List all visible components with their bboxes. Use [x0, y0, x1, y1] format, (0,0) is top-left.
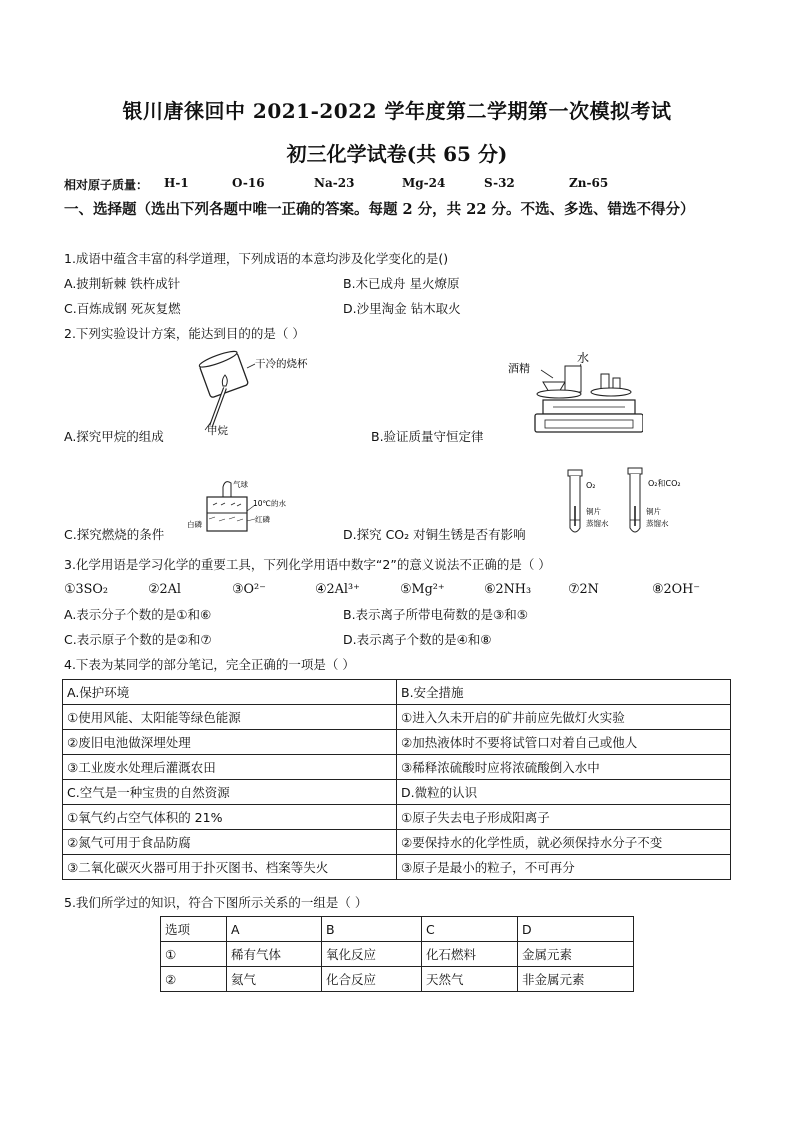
q5-cell: 稀有气体 [227, 942, 322, 967]
q4-row [63, 805, 731, 830]
q2-option-d: D.探究 CO₂ 对铜生锈是否有影响 [343, 527, 526, 542]
q2-option-b: B.验证质量守恒定律 [371, 429, 484, 444]
q4-cell: ②废旧电池做深埋处理 [63, 730, 397, 755]
q4-row [63, 705, 731, 730]
q5-cell: ① [161, 942, 227, 967]
q5-cell: 化石燃料 [422, 942, 518, 967]
q5-table [160, 916, 634, 992]
q4-row [63, 830, 731, 855]
q4-row [63, 780, 731, 805]
q5-row [161, 967, 634, 992]
stopper-icon [628, 468, 642, 474]
q4-cell: ①原子失去电子形成阳离子 [397, 805, 731, 830]
q2-figure-a [195, 350, 335, 440]
atomic-mass-zn: Zn-65 [569, 176, 609, 190]
q5-cell: ② [161, 967, 227, 992]
q4-cell: ③工业废水处理后灌溉农田 [63, 755, 397, 780]
q3-option-a: A.表示分子个数的是①和⑥ [64, 607, 212, 622]
q5-cell: 氧化反应 [322, 942, 422, 967]
q2-figure-d [560, 466, 700, 540]
balloon-icon [223, 482, 231, 497]
q4-row [63, 680, 731, 705]
fig-a-gas-label: 甲烷 [207, 425, 228, 437]
q4-row [63, 755, 731, 780]
q4-cell: ①氧气约占空气体积的 21% [63, 805, 397, 830]
q4-cell: ③二氧化碳灭火器可用于扑灭图书、档案等失火 [63, 855, 397, 880]
fig-a-beaker-label: 干冷的烧杯 [255, 358, 308, 370]
q5-cell: 金属元素 [518, 942, 634, 967]
q2-figure-c [185, 475, 295, 537]
q1-option-b: B.木已成舟 星火燎原 [343, 276, 460, 291]
q3-symbol-2: ②2Al [148, 582, 181, 597]
q3-symbol-7: ⑦2N [568, 582, 599, 597]
fig-c-water-label: 10℃的水 [253, 499, 286, 508]
fig-d-water1-label: 蒸馏水 [586, 519, 609, 528]
flask-icon [565, 366, 581, 392]
q4-cell: ①使用风能、太阳能等绿色能源 [63, 705, 397, 730]
q4-cell: B.安全措施 [397, 680, 731, 705]
exam-title: 银川唐徕回中 2021-2022 学年度第二学期第一次模拟考试 [122, 99, 672, 123]
q1-option-d: D.沙里淘金 钻木取火 [343, 301, 461, 316]
q3-symbol-4: ④2Al³⁺ [315, 582, 360, 597]
fig-c-red-p-label: 红磷 [255, 515, 270, 524]
q3-symbol-8: ⑧2OH⁻ [652, 582, 701, 597]
q5-cell: B [322, 917, 422, 942]
q4-cell: C.空气是一种宝贵的自然资源 [63, 780, 397, 805]
q4-cell: ②要保持水的化学性质，就必须保持水分子不变 [397, 830, 731, 855]
q4-row [63, 730, 731, 755]
q2-stem: 2.下列实验设计方案，能达到目的的是（ ） [64, 326, 305, 341]
atomic-mass-na: Na-23 [314, 176, 355, 190]
q5-cell: 选项 [161, 917, 227, 942]
q4-table [62, 679, 731, 880]
q3-symbol-3: ③O²⁻ [232, 582, 266, 597]
pan-right-icon [591, 388, 631, 396]
q3-symbol-6: ⑥2NH₃ [484, 582, 532, 597]
q5-cell: A [227, 917, 322, 942]
q4-cell: ①进入久未开启的矿井前应先做灯火实验 [397, 705, 731, 730]
q4-cell: ②氮气可用于食品防腐 [63, 830, 397, 855]
fig-b-water-label: 水 [577, 351, 590, 365]
q2-figure-b [503, 348, 643, 440]
q5-cell: 非金属元素 [518, 967, 634, 992]
q1-option-a: A.披荆斩棘 铁杵成针 [64, 276, 181, 291]
q3-symbol-5: ⑤Mg²⁺ [400, 582, 445, 597]
atomic-mass-o: O-16 [232, 176, 265, 190]
q5-cell: 化合反应 [322, 967, 422, 992]
fig-d-water2-label: 蒸馏水 [646, 519, 669, 528]
q4-row [63, 855, 731, 880]
q4-stem: 4.下表为某同学的部分笔记，完全正确的一项是（ ） [64, 657, 355, 672]
q3-symbol-1: ①3SO₂ [64, 582, 109, 597]
q5-cell: 天然气 [422, 967, 518, 992]
atomic-mass-h: H-1 [164, 176, 189, 190]
fig-c-balloon-label: 气球 [233, 480, 248, 489]
q4-cell: ③原子是最小的粒子，不可再分 [397, 855, 731, 880]
q5-row [161, 942, 634, 967]
q4-cell: ③稀释浓硫酸时应将浓硫酸倒入水中 [397, 755, 731, 780]
q5-cell: 氦气 [227, 967, 322, 992]
fig-d-copper1-label: 铜片 [586, 507, 601, 516]
beaker-icon [207, 497, 247, 531]
atomic-mass-s: S-32 [484, 176, 515, 190]
q5-cell: C [422, 917, 518, 942]
atomic-mass-mg: Mg-24 [402, 176, 446, 190]
fig-d-tube1-label: O₂ [586, 481, 596, 490]
q4-cell: A.保护环境 [63, 680, 397, 705]
pan-left-icon [537, 390, 581, 398]
exam-subtitle: 初三化学试卷(共 65 分) [286, 142, 508, 166]
fig-d-copper2-label: 铜片 [646, 507, 661, 516]
stopper-icon [568, 470, 582, 476]
q5-row [161, 917, 634, 942]
q3-stem: 3.化学用语是学习化学的重要工具，下列化学用语中数字“2”的意义说法不正确的是（ ） [64, 557, 551, 572]
q5-cell: D [518, 917, 634, 942]
q3-option-d: D.表示离子个数的是④和⑧ [343, 632, 492, 647]
section-1-title: 一、选择题（选出下列各题中唯一正确的答案。每题 2 分，共 22 分。不选、多选、错选不得分） [64, 201, 695, 218]
q1-stem: 1.成语中蕴含丰富的科学道理，下列成语的本意均涉及化学变化的是() [64, 251, 449, 266]
q3-option-c: C.表示原子个数的是②和⑦ [64, 632, 212, 647]
fig-b-alcohol-label: 酒精 [508, 362, 530, 375]
q4-cell: ②加热液体时不要将试管口对着自己或他人 [397, 730, 731, 755]
q2-option-c: C.探究燃烧的条件 [64, 527, 165, 542]
q5-stem: 5.我们所学过的知识，符合下图所示关系的一组是（ ） [64, 895, 368, 910]
fig-c-white-p-label: 白磷 [187, 520, 202, 529]
fig-d-tube2-label: O₂和CO₂ [648, 479, 681, 488]
q2-option-a: A.探究甲烷的组成 [64, 429, 164, 444]
atomic-mass-label: 相对原子质量： [64, 178, 149, 192]
q3-option-b: B.表示离子所带电荷数的是③和⑤ [343, 607, 528, 622]
q1-option-c: C.百炼成钢 死灰复燃 [64, 301, 181, 316]
q4-cell: D.微粒的认识 [397, 780, 731, 805]
